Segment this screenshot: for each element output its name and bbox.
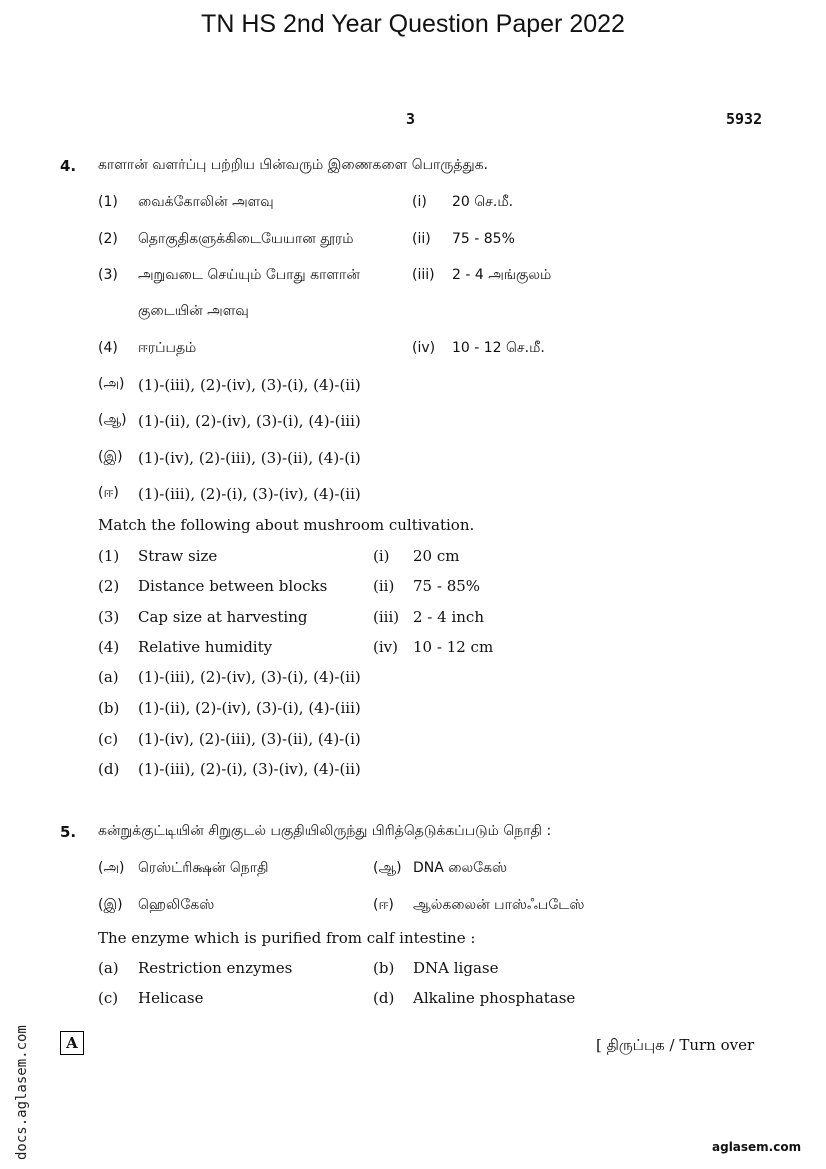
tamil-item-left: வைக்கோலின் அளவு bbox=[138, 194, 274, 210]
question-4-number: 4. bbox=[60, 157, 77, 175]
question-4-english-stem: Match the following about mushroom cultivation. bbox=[98, 516, 475, 534]
tamil-option-key: (அ) bbox=[98, 860, 125, 876]
english-item-left: Straw size bbox=[138, 547, 218, 565]
tamil-item-roman: (i) bbox=[412, 194, 427, 210]
page-title: TN HS 2nd Year Question Paper 2022 bbox=[201, 10, 625, 38]
english-option-value: (1)-(iv), (2)-(iii), (3)-(ii), (4)-(i) bbox=[138, 730, 361, 748]
tamil-item-number: (3) bbox=[98, 267, 118, 283]
tamil-option-value: ஹெலிகேஸ் bbox=[138, 897, 215, 913]
english-option-key: (a) bbox=[98, 959, 119, 977]
tamil-option-value: (1)-(iii), (2)-(i), (3)-(iv), (4)-(ii) bbox=[138, 485, 361, 503]
english-option-key: (b) bbox=[98, 699, 120, 717]
english-item-left: Cap size at harvesting bbox=[138, 608, 308, 626]
tamil-option-key: (இ) bbox=[98, 449, 123, 465]
tamil-option-key: (ஈ) bbox=[373, 897, 394, 913]
tamil-option-value: (1)-(iv), (2)-(iii), (3)-(ii), (4)-(i) bbox=[138, 449, 361, 467]
tamil-option-value: ரெஸ்ட்ரிக்ஷன் நொதி bbox=[138, 860, 269, 876]
english-item-right: 75 - 85% bbox=[413, 577, 481, 595]
english-option-value: Helicase bbox=[138, 989, 204, 1007]
english-option-key: (a) bbox=[98, 668, 119, 686]
english-item-roman: (ii) bbox=[373, 577, 395, 595]
tamil-item-right: 75 - 85% bbox=[452, 231, 515, 247]
english-option-value: (1)-(ii), (2)-(iv), (3)-(i), (4)-(iii) bbox=[138, 699, 361, 717]
set-label-box: A bbox=[60, 1031, 84, 1055]
tamil-option-key: (அ) bbox=[98, 376, 125, 392]
english-item-number: (1) bbox=[98, 547, 120, 565]
question-5-number: 5. bbox=[60, 823, 77, 841]
english-option-key: (c) bbox=[98, 989, 119, 1007]
tamil-item-right: 20 செ.மீ. bbox=[452, 194, 514, 210]
tamil-option-key: (ஆ) bbox=[98, 412, 127, 428]
tamil-option-value: ஆல்கலைன் பாஸ்ஃபடேஸ் bbox=[413, 897, 585, 913]
tamil-item-left: அறுவடை செய்யும் போது காளான் bbox=[138, 267, 360, 283]
tamil-option-value: DNA லைகேஸ் bbox=[413, 860, 508, 876]
tamil-item-right: 10 - 12 செ.மீ. bbox=[452, 340, 545, 356]
tamil-option-key: (ஆ) bbox=[373, 860, 402, 876]
tamil-item-left: குடையின் அளவு bbox=[138, 303, 249, 319]
tamil-item-left: ஈரப்பதம் bbox=[138, 340, 197, 356]
tamil-item-right: 2 - 4 அங்குலம் bbox=[452, 267, 552, 283]
english-item-right: 10 - 12 cm bbox=[413, 638, 494, 656]
tamil-option-value: (1)-(ii), (2)-(iv), (3)-(i), (4)-(iii) bbox=[138, 412, 361, 430]
english-item-number: (3) bbox=[98, 608, 120, 626]
tamil-item-number: (2) bbox=[98, 231, 118, 247]
english-item-left: Distance between blocks bbox=[138, 577, 328, 595]
english-option-value: Alkaline phosphatase bbox=[413, 989, 576, 1007]
english-item-roman: (iv) bbox=[373, 638, 398, 656]
english-option-key: (d) bbox=[98, 760, 120, 778]
english-item-number: (4) bbox=[98, 638, 120, 656]
english-item-roman: (i) bbox=[373, 547, 390, 565]
question-5-tamil-stem: கன்றுக்குட்டியின் சிறுகுடல் பகுதியிலிருந்து பிரித்தெடுக்கப்படும் நொதி : bbox=[98, 823, 552, 839]
site-footer: aglasem.com bbox=[712, 1140, 802, 1154]
tamil-item-roman: (iv) bbox=[412, 340, 436, 356]
tamil-item-roman: (iii) bbox=[412, 267, 435, 283]
english-option-key: (b) bbox=[373, 959, 395, 977]
question-4-tamil-stem: காளான் வளர்ப்பு பற்றிய பின்வரும் இணைகளை பொருத்துக. bbox=[98, 157, 488, 173]
side-watermark: docs.aglasem.com bbox=[14, 1025, 30, 1160]
english-item-roman: (iii) bbox=[373, 608, 400, 626]
tamil-item-number: (1) bbox=[98, 194, 118, 210]
tamil-item-left: தொகுதிகளுக்கிடையேயான தூரம் bbox=[138, 231, 354, 247]
english-option-value: Restriction enzymes bbox=[138, 959, 293, 977]
english-option-key: (c) bbox=[98, 730, 119, 748]
tamil-option-key: (ஈ) bbox=[98, 485, 119, 501]
tamil-item-roman: (ii) bbox=[412, 231, 431, 247]
page-number: 3 bbox=[406, 110, 416, 128]
english-option-value: (1)-(iii), (2)-(iv), (3)-(i), (4)-(ii) bbox=[138, 668, 361, 686]
paper-code: 5932 bbox=[726, 110, 763, 128]
english-item-right: 20 cm bbox=[413, 547, 460, 565]
tamil-option-key: (இ) bbox=[98, 897, 123, 913]
question-5-english-stem: The enzyme which is purified from calf intestine : bbox=[98, 929, 476, 947]
english-option-key: (d) bbox=[373, 989, 395, 1007]
turn-over-note: [ திருப்புக / Turn over bbox=[596, 1036, 755, 1054]
tamil-item-number: (4) bbox=[98, 340, 118, 356]
english-item-right: 2 - 4 inch bbox=[413, 608, 484, 626]
english-option-value: DNA ligase bbox=[413, 959, 499, 977]
english-option-value: (1)-(iii), (2)-(i), (3)-(iv), (4)-(ii) bbox=[138, 760, 361, 778]
english-item-left: Relative humidity bbox=[138, 638, 273, 656]
english-item-number: (2) bbox=[98, 577, 120, 595]
tamil-option-value: (1)-(iii), (2)-(iv), (3)-(i), (4)-(ii) bbox=[138, 376, 361, 394]
